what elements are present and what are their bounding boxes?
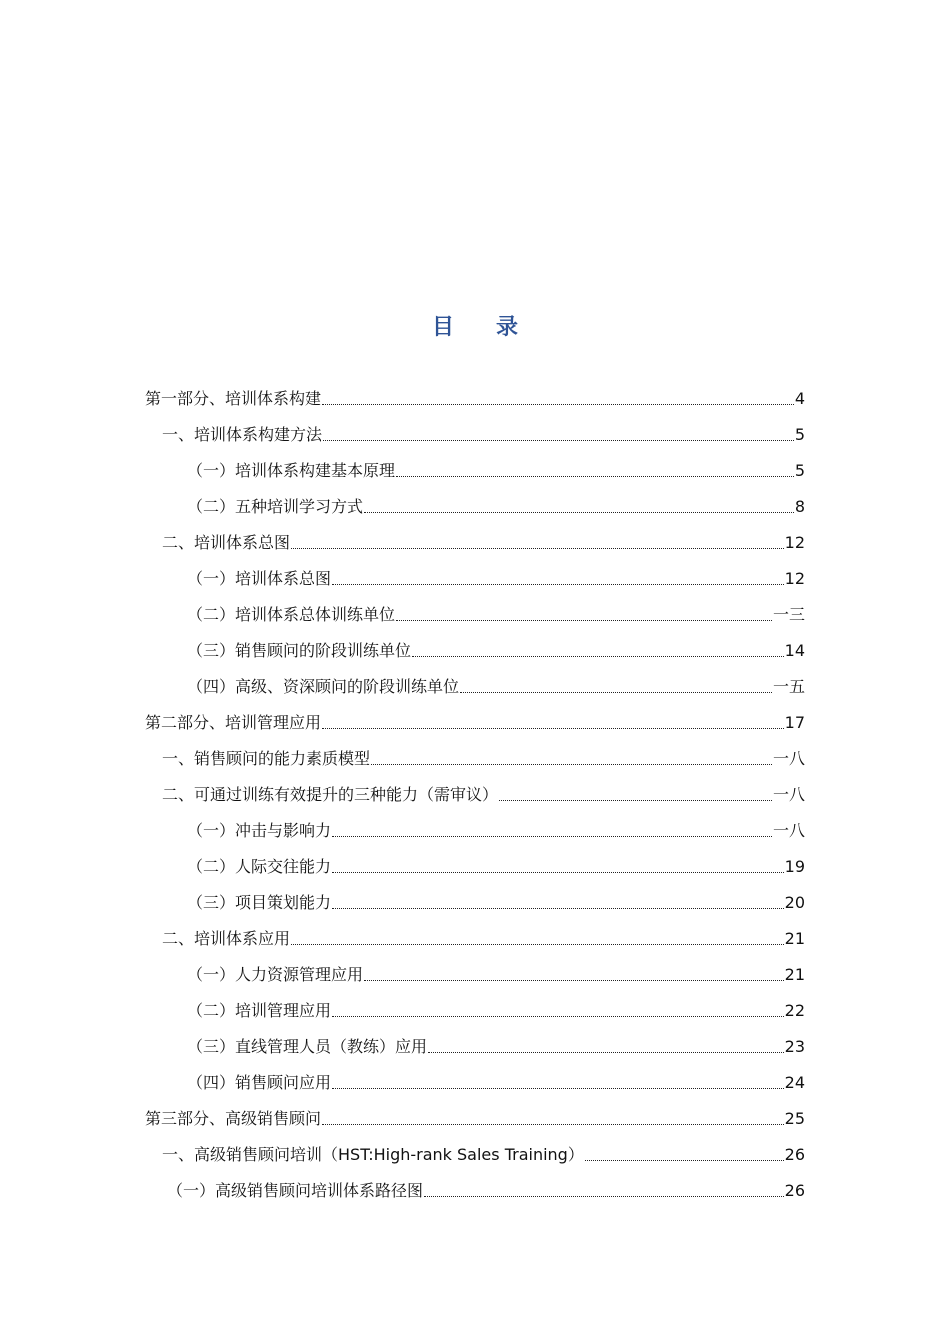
- toc-entry-subsection[interactable]: [187, 1065, 805, 1101]
- toc-entry-page: 14: [784, 641, 805, 660]
- toc-entry-label: 第二部分、培训管理应用: [145, 713, 322, 732]
- toc-entry-label: 二、培训体系应用: [162, 929, 291, 948]
- toc-entry-page: 21: [784, 929, 805, 948]
- dot-leader: [332, 821, 772, 841]
- toc-entry-label: （三）项目策划能力: [187, 893, 332, 912]
- dot-leader: [396, 605, 772, 625]
- toc-entry-page: 23: [784, 1037, 805, 1056]
- toc-entry-page: 20: [784, 893, 805, 912]
- toc-entry-label: （一）冲击与影响力: [187, 821, 332, 840]
- toc-entry-part-1[interactable]: [145, 381, 805, 417]
- dot-leader: [332, 1001, 784, 1021]
- dot-leader: [291, 929, 784, 949]
- toc-entry-label: 第三部分、高级销售顾问: [145, 1109, 322, 1128]
- toc-entry-page: 4: [794, 389, 805, 408]
- toc-entry-section[interactable]: [162, 921, 805, 957]
- toc-entry-label: （二）培训管理应用: [187, 1001, 332, 1020]
- toc-entry-subsection[interactable]: [187, 993, 805, 1029]
- dot-leader: [396, 461, 794, 481]
- toc-entry-label: （三）直线管理人员（教练）应用: [187, 1037, 428, 1056]
- toc-entry-page: 一五: [772, 677, 805, 696]
- toc-entry-subsection[interactable]: [187, 849, 805, 885]
- toc-entry-subsection[interactable]: [187, 597, 805, 633]
- dot-leader: [332, 1073, 784, 1093]
- toc-entry-section[interactable]: [162, 525, 805, 561]
- dot-leader: [322, 389, 794, 409]
- toc-entry-part-2[interactable]: [145, 705, 805, 741]
- toc-entry-label: （二）培训体系总体训练单位: [187, 605, 396, 624]
- toc-entry-subsection[interactable]: [187, 489, 805, 525]
- toc-entry-label: 一、培训体系构建方法: [162, 425, 323, 444]
- toc-entry-subsection[interactable]: [187, 813, 805, 849]
- dot-leader: [585, 1145, 784, 1165]
- toc-entry-section[interactable]: [162, 1137, 805, 1173]
- toc-entry-subsection[interactable]: [187, 885, 805, 921]
- toc-entry-page: 8: [794, 497, 805, 516]
- toc-title: [0, 312, 950, 344]
- toc-entry-label: （三）销售顾问的阶段训练单位: [187, 641, 412, 660]
- toc-entry-page: 26: [784, 1145, 805, 1164]
- toc-entry-label: （四）销售顾问应用: [187, 1073, 332, 1092]
- dot-leader: [364, 497, 794, 517]
- toc-entry-label: 一、高级销售顾问培训（HST:High-rank Sales Training）: [162, 1145, 584, 1164]
- toc-entry-page: 12: [784, 569, 805, 588]
- toc-entry-label: 一、销售顾问的能力素质模型: [162, 749, 371, 768]
- dot-leader: [499, 785, 772, 805]
- dot-leader: [371, 749, 772, 769]
- dot-leader: [364, 965, 784, 985]
- toc-title-char-2: 录: [496, 315, 519, 340]
- toc-entry-page: 5: [794, 461, 805, 480]
- toc-entry-section[interactable]: [162, 417, 805, 453]
- toc-entry-page: 一八: [772, 821, 805, 840]
- toc-entry-subsection[interactable]: [187, 453, 805, 489]
- dot-leader: [460, 677, 772, 697]
- dot-leader: [412, 641, 784, 661]
- toc-entry-label: 第一部分、培训体系构建: [145, 389, 322, 408]
- dot-leader: [323, 425, 794, 445]
- toc-entry-page: 一八: [772, 749, 805, 768]
- dot-leader: [428, 1037, 784, 1057]
- toc-entry-subsection[interactable]: [187, 561, 805, 597]
- toc-entry-section[interactable]: [162, 777, 805, 813]
- dot-leader: [332, 893, 784, 913]
- toc-entry-page: 19: [784, 857, 805, 876]
- toc-entry-page: 一八: [772, 785, 805, 804]
- dot-leader: [424, 1181, 784, 1201]
- toc-entry-label: （一）高级销售顾问培训体系路径图: [167, 1181, 424, 1200]
- toc-entry-subsection[interactable]: [187, 957, 805, 993]
- toc-entry-label: （一）人力资源管理应用: [187, 965, 364, 984]
- dot-leader: [332, 857, 784, 877]
- toc-entry-subsection[interactable]: [187, 1029, 805, 1065]
- toc-entry-label: （一）培训体系总图: [187, 569, 332, 588]
- toc-entry-label: （二）人际交往能力: [187, 857, 332, 876]
- toc-entry-page: 26: [784, 1181, 805, 1200]
- toc-entry-label: （一）培训体系构建基本原理: [187, 461, 396, 480]
- toc-entry-subsection[interactable]: [167, 1173, 805, 1209]
- toc-entry-page: 21: [784, 965, 805, 984]
- toc-entry-page: 25: [784, 1109, 805, 1128]
- toc-entry-page: 5: [794, 425, 805, 444]
- toc-entry-section[interactable]: [162, 741, 805, 777]
- toc-entry-part-3[interactable]: [145, 1101, 805, 1137]
- toc-entry-label: （二）五种培训学习方式: [187, 497, 364, 516]
- toc-entry-label: 二、培训体系总图: [162, 533, 291, 552]
- toc-entry-page: 17: [784, 713, 805, 732]
- toc-entry-page: 12: [784, 533, 805, 552]
- dot-leader: [322, 713, 784, 733]
- toc-entry-label: （四）高级、资深顾问的阶段训练单位: [187, 677, 460, 696]
- toc-entry-label: 二、可通过训练有效提升的三种能力（需审议）: [162, 785, 499, 804]
- dot-leader: [291, 533, 784, 553]
- toc-title-char-1: 目: [431, 315, 454, 340]
- dot-leader: [332, 569, 784, 589]
- toc-entry-subsection[interactable]: [187, 669, 805, 705]
- toc-entry-page: 22: [784, 1001, 805, 1020]
- dot-leader: [322, 1109, 784, 1129]
- toc-entry-page: 24: [784, 1073, 805, 1092]
- toc-entry-subsection[interactable]: [187, 633, 805, 669]
- toc-entry-page: 一三: [772, 605, 805, 624]
